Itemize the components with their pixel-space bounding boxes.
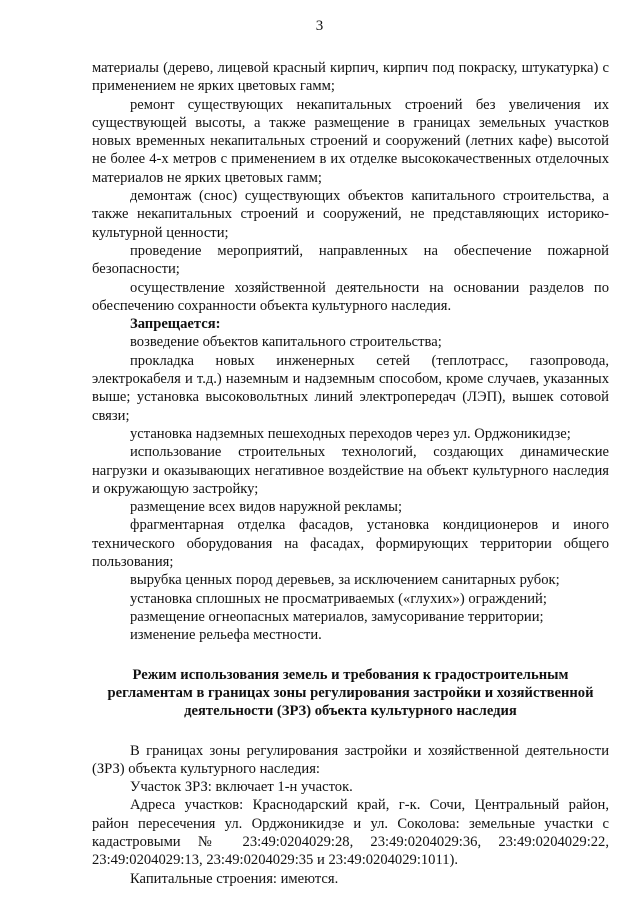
paragraph-fire-safety: проведение мероприятий, направленных на обеспечение пожарной безопасности; <box>92 242 609 278</box>
paragraph-plot: Участок ЗРЗ: включает 1-н участок. <box>130 779 353 796</box>
prohibited-item: возведение объектов капитального строительства; <box>130 334 442 351</box>
section-heading-line: деятельности (ЗРЗ) объекта культурного наследия <box>184 702 517 719</box>
prohibited-item: установка сплошных не просматриваемых («глухих») ограждений; <box>130 590 547 607</box>
paragraph-addresses: Адреса участков: Краснодарский край, г-к. Сочи, Центральный район, район пересечения ул. Орджоникидзе и ул. Соколова: земельные участки с кадастровыми № 23:49:0204029:28, 23:49:0204029:36, 23:49:0204029:22, 23:49:0204029:13, 23:49:0204029:35 и 23:49:0204029:1011). <box>92 797 609 869</box>
section-heading-line: Режим использования земель и требования к градостроительным <box>132 666 569 683</box>
page-number: 3 <box>315 18 324 34</box>
prohibited-item: вырубка ценных пород деревьев, за исключением санитарных рубок; <box>130 572 560 589</box>
paragraph-capital-buildings: Капитальные строения: имеются. <box>130 870 339 887</box>
prohibited-heading: Запрещается: <box>130 316 221 333</box>
prohibited-item: изменение рельефа местности. <box>130 627 322 644</box>
prohibited-item: использование строительных технологий, создающих динамические нагрузки и оказывающих негативное воздействие на объект культурного наследия и окружающую застройку; <box>92 444 609 497</box>
paragraph-economic-activity: осуществление хозяйственной деятельности на основании разделов по обеспечению сохранности объекта культурного наследия. <box>92 279 609 314</box>
paragraph-demolition: демонтаж (снос) существующих объектов капитального строительства, а также некапитальных строений и сооружений, не представляющих историко-культурной ценности; <box>92 188 609 241</box>
document-body <box>92 59 609 888</box>
section-heading <box>92 666 609 720</box>
prohibited-item: размещение огнеопасных материалов, замусоривание территории; <box>130 608 544 625</box>
prohibited-item: фрагментарная отделка фасадов, установка кондиционеров и иного технического оборудования на фасадах, формирующих территории общего пользования; <box>92 517 609 571</box>
prohibited-item: размещение всех видов наружной рекламы; <box>130 499 403 516</box>
section-heading-line: регламентам в границах зоны регулирования застройки и хозяйственной <box>107 684 594 701</box>
paragraph-repair: ремонт существующих некапитальных строений без увеличения их существующей высоты, а также размещение в границах земельных участков новых временных некапитальных строений и сооружений (летних кафе) высотой не более 4-х метров с применением в их отделке высококачественных отделочных материалов не ярких цветовых гамм; <box>92 96 609 186</box>
prohibited-item: установка надземных пешеходных переходов через ул. Орджоникидзе; <box>130 425 571 442</box>
paragraph-materials: материалы (дерево, лицевой красный кирпич, кирпич под покраску, штукатурка) с применением не ярких цветовых гамм; <box>92 60 609 95</box>
prohibited-item: прокладка новых инженерных сетей (теплотрасс, газопровода, электрокабеля и т.д.) наземным и надземным способом, кроме случаев, указанных выше; установка высоковольтных линий электропередач (ЛЭП), вышек сотовой связи; <box>92 352 609 424</box>
paragraph-zone-boundaries: В границах зоны регулирования застройки и хозяйственной деятельности (ЗРЗ) объекта культурного наследия: <box>92 742 609 777</box>
